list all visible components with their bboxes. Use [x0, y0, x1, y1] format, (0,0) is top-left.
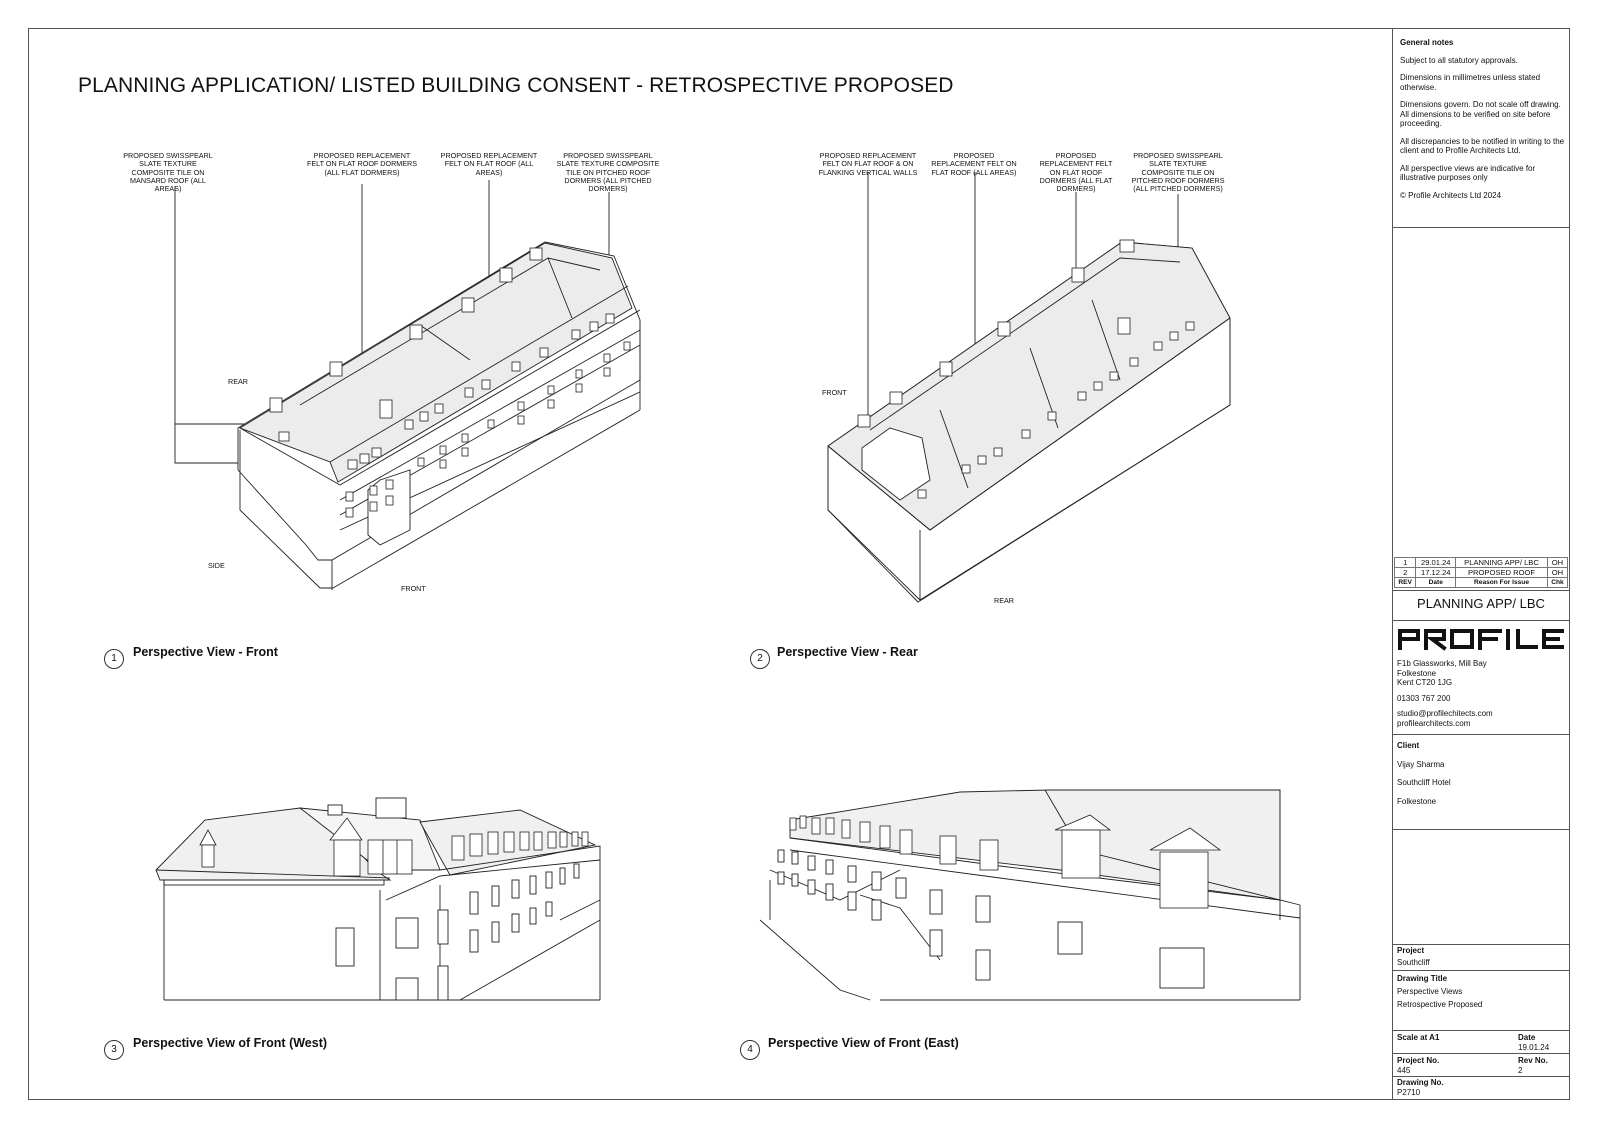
project-heading: Project	[1397, 946, 1425, 955]
divider	[1392, 620, 1570, 621]
project-block	[1397, 946, 1567, 967]
view4-number-badge: 4	[740, 1040, 760, 1060]
divider	[1392, 1076, 1570, 1077]
divider	[1392, 227, 1570, 228]
rev-cell: 1	[1395, 558, 1416, 568]
company-details	[1397, 659, 1567, 728]
company-address-line2: Folkestone	[1397, 668, 1437, 678]
rev-reason-cell: PLANNING APP/ LBC	[1456, 558, 1548, 568]
divider	[1392, 1030, 1570, 1031]
company-phone: 01303 767 200	[1397, 693, 1451, 703]
rev-date-cell: 29.01.24	[1416, 558, 1456, 568]
chk-header: Chk	[1547, 578, 1567, 588]
divider	[1392, 590, 1570, 591]
general-notes-heading: General notes	[1400, 38, 1454, 47]
rev-cell: 2	[1395, 568, 1416, 578]
revision-table	[1394, 557, 1568, 588]
rev-date-cell: 17.12.24	[1416, 568, 1456, 578]
view1-front-label: FRONT	[401, 584, 426, 593]
client-block	[1397, 741, 1567, 806]
divider	[1392, 1053, 1570, 1054]
profile-logo	[1396, 626, 1566, 652]
general-note-4: All discrepancies to be notified in writing to the client and to Profile Architects Ltd.	[1400, 136, 1565, 155]
view3-number-badge: 3	[104, 1040, 124, 1060]
divider	[1392, 734, 1570, 735]
drawing-no-label-text: Drawing No.	[1397, 1078, 1444, 1087]
client-name: Vijay Sharma	[1397, 759, 1445, 769]
view1-number-badge: 1	[104, 649, 124, 669]
rev-header: REV	[1395, 578, 1416, 588]
project-no-value: 445	[1397, 1066, 1411, 1075]
view1-rear-label: REAR	[228, 377, 248, 386]
view1-side-label: SIDE	[208, 561, 225, 570]
client-heading: Client	[1397, 741, 1420, 750]
drawing-title-line2: Retrospective Proposed	[1397, 1000, 1483, 1009]
project-value: Southcliff	[1397, 957, 1430, 967]
drawing-title-block	[1397, 974, 1567, 1010]
company-address-line3: Kent CT20 1JG	[1397, 678, 1453, 687]
company-address-line1: F1b Glassworks, Mill Bay	[1397, 659, 1487, 668]
date-value: 19.01.24	[1518, 1043, 1550, 1052]
divider	[1392, 970, 1570, 971]
general-note-1: Subject to all statutory approvals.	[1400, 55, 1518, 65]
view2-rear-label: REAR	[994, 596, 1014, 605]
profile-logo-mark	[1396, 626, 1566, 652]
view1-note-3: PROPOSED REPLACEMENT FELT ON FLAT ROOF (ALL AREAS)	[440, 151, 538, 177]
scale-label-text: Scale at A1	[1397, 1033, 1440, 1042]
view3-caption: Perspective View of Front (West)	[133, 1036, 328, 1050]
drawing-title-heading: Drawing Title	[1397, 974, 1448, 983]
project-no-label-text: Project No.	[1397, 1056, 1440, 1065]
view2-caption: Perspective View - Rear	[777, 645, 918, 659]
rev-no-value: 2	[1518, 1066, 1523, 1075]
drawing-no-value: P2710	[1397, 1088, 1421, 1097]
sheet-title: PLANNING APPLICATION/ LISTED BUILDING CONSENT - RETROSPECTIVE PROPOSED	[78, 74, 954, 97]
view2-note-4: PROPOSED SWISSPEARL SLATE TEXTURE COMPOSITE TILE ON PITCHED ROOF DORMERS (ALL PITCHED DORMERS)	[1131, 151, 1225, 194]
rev-no-label-text: Rev No.	[1518, 1056, 1548, 1065]
divider	[1392, 944, 1570, 945]
reason-header: Reason For Issue	[1456, 578, 1548, 588]
general-note-3: Dimensions govern. Do not scale off drawing. All dimensions to be verified on site before proceeding.	[1400, 100, 1561, 128]
company-website[interactable]: profilearchitects.com	[1397, 718, 1471, 728]
client-hotel: Southcliff Hotel	[1397, 778, 1451, 787]
view2-note-3: PROPOSED REPLACEMENT FELT ON FLAT ROOF DORMERS (ALL FLAT DORMERS)	[1039, 151, 1113, 194]
view2-number-badge: 2	[750, 649, 770, 669]
revision-row	[1395, 558, 1568, 568]
revision-header-row	[1395, 578, 1568, 588]
view1-note-4: PROPOSED SWISSPEARL SLATE TEXTURE COMPOSITE TILE ON PITCHED ROOF DORMERS (ALL PITCHED DORMERS)	[556, 151, 660, 194]
date-label-text: Date	[1518, 1033, 1536, 1042]
drawing-title-line1: Perspective Views	[1397, 986, 1463, 996]
view1-note-1: PROPOSED SWISSPEARL SLATE TEXTURE COMPOSITE TILE ON MANSARD ROOF (ALL AREAS)	[123, 151, 213, 194]
general-note-2: Dimensions in millimetres unless stated otherwise.	[1400, 73, 1541, 92]
divider	[1392, 829, 1570, 830]
general-notes	[1400, 38, 1565, 200]
issue-status: PLANNING APP/ LBC	[1417, 596, 1545, 611]
date-header: Date	[1416, 578, 1456, 588]
client-town: Folkestone	[1397, 796, 1437, 806]
project-no-label	[1397, 1056, 1439, 1066]
date-label	[1518, 1033, 1535, 1043]
rev-reason-cell: PROPOSED ROOF	[1456, 568, 1548, 578]
view2-note-2: PROPOSED REPLACEMENT FELT ON FLAT ROOF (ALL AREAS)	[931, 151, 1017, 177]
general-note-6: © Profile Architects Ltd 2024	[1400, 190, 1502, 200]
rev-chk-cell: OH	[1547, 568, 1567, 578]
view1-caption: Perspective View - Front	[133, 645, 278, 659]
general-note-5: All perspective views are indicative for illustrative purposes only	[1400, 163, 1536, 182]
rev-no-label	[1518, 1056, 1548, 1066]
rev-chk-cell: OH	[1547, 558, 1567, 568]
view1-note-2: PROPOSED REPLACEMENT FELT ON FLAT ROOF DORMERS (ALL FLAT DORMERS)	[306, 151, 418, 177]
company-email[interactable]: studio@profilechitects.com	[1397, 709, 1493, 718]
drawing-no-label	[1397, 1078, 1444, 1088]
view2-note-1: PROPOSED REPLACEMENT FELT ON FLAT ROOF & ON FLANKING VERTICAL WALLS	[818, 151, 918, 177]
revision-row	[1395, 568, 1568, 578]
scale-label	[1397, 1033, 1439, 1043]
view2-front-label: FRONT	[822, 388, 847, 397]
view4-caption: Perspective View of Front (East)	[768, 1036, 959, 1050]
